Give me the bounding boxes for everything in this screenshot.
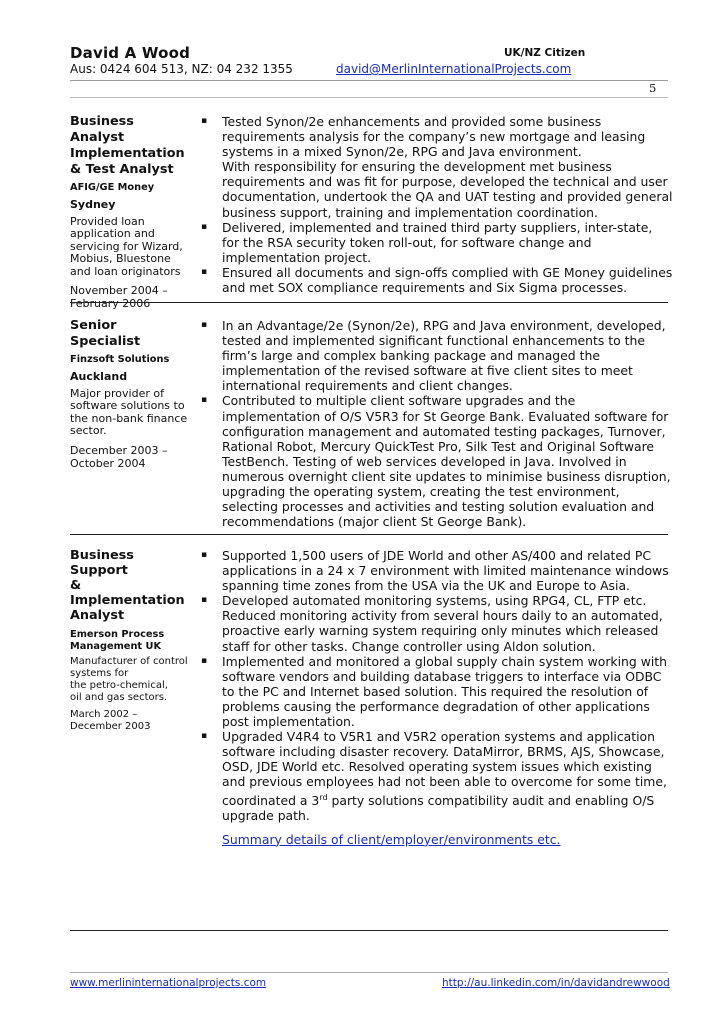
bullet-square-icon: ▪ — [201, 266, 208, 277]
bullet-square-icon: ▪ — [201, 320, 208, 330]
job-role: Business Support & Implementation Analyst — [70, 548, 185, 623]
resume-name: David A Wood — [70, 44, 191, 62]
section-divider — [70, 302, 668, 303]
website-link[interactable]: www.merlininternationalprojects.com — [70, 977, 267, 989]
citizenship: UK/NZ Citizen — [504, 47, 586, 59]
job-dates: November 2004 – February 2006 — [70, 284, 168, 311]
bullet-square-icon: ▪ — [201, 550, 208, 560]
header-divider — [70, 80, 668, 81]
summary-details-link[interactable]: Summary details of client/employer/environments etc. — [222, 831, 561, 847]
bullet-square-icon: ▪ — [201, 116, 208, 126]
job-company-description: Manufacturer of control systems for the petro-chemical, oil and gas sectors. — [70, 656, 188, 703]
job-meta — [70, 114, 188, 310]
footer-divider — [70, 972, 668, 973]
bullet-item: ▪ Supported 1,500 users of JDE World and other AS/400 and related PC applications in a 24 x 7 environment with limited maintenance windows spanning time zones from the USA via the UK and Europe to Asia. — [201, 548, 669, 594]
section-divider — [70, 534, 668, 535]
job-role: Business Analyst Implementation & Test Analyst — [70, 114, 185, 177]
job-company: Finzsoft Solutions — [70, 354, 170, 365]
bullet-square-icon: ▪ — [201, 221, 208, 232]
bullet-item: ▪ Ensured all documents and sign-offs complied with GE Money guidelines and met SOX compliance requirements and Six Sigma processes. — [201, 264, 673, 296]
bullet-square-icon: ▪ — [201, 731, 208, 742]
bullet-item: ▪ Contributed to multiple client software upgrades and the implementation of O/S V5R3 for St George Bank. Evaluated software for configuration management and automated testing packages, Turnover, Rational Robot, Mercury QuickTest Pro, Silk Test and Original Software TestBench. Testing of web services developed in Java. Involved in numerous overnight client site updates to minimise business disruption, upgrading the operating system, creating the test environment, selecting processes and activities and testing solution evaluation and recommendations (major client St George Bank). — [201, 393, 671, 530]
job-responsibilities — [201, 318, 673, 529]
job-responsibilities — [201, 114, 673, 295]
page-number: 5 — [649, 81, 657, 95]
job-city: Sydney — [70, 198, 116, 211]
bullet-item: ▪ Tested Synon/2e enhancements and provided some business requirements analysis for the company’s new mortgage and leasing systems in a mixed Synon/2e, RPG and Java environment. With responsibility for ensuring the development met business requirements and was fit for purpose, developed the technical and user documentation, undertook the QA and UAT testing and provided general business support, training and implementation coordination. — [201, 114, 673, 220]
job-company-description: Provided loan application and servicing for Wizard, Mobius, Bluestone and loan originators — [70, 215, 183, 278]
bullet-item: ▪ Implemented and monitored a global supply chain system working with software vendors and building database triggers to interface via ODBC to the PC and Internet based solution. This required the resolution of problems causing the performance degradation of other applications post implementation. — [201, 653, 667, 730]
bullet-item: ▪ Delivered, implemented and trained third party suppliers, inter-state, for the RSA security token roll-out, for software change and implementation project. — [201, 219, 653, 265]
section-divider — [70, 930, 668, 931]
bullet-item: ▪ In an Advantage/2e (Synon/2e), RPG and Java environment, developed, tested and implemented significant functional enhancements to the firm’s large and complex banking package and managed the implementation of the revised software at five client sites to meet international requirements and client changes. — [201, 318, 666, 394]
job-role: Senior Specialist — [70, 318, 141, 349]
linkedin-link[interactable]: http://au.linkedin.com/in/davidandrewwood — [442, 977, 670, 989]
job-dates: December 2003 – October 2004 — [70, 443, 168, 470]
bullet-square-icon: ▪ — [201, 595, 208, 606]
job-dates: March 2002 – December 2003 — [70, 709, 151, 732]
bullet-item: ▪ Developed automated monitoring systems, using RPG4, CL, FTP etc. Reduced monitoring activity from several hours daily to an automated, proactive early warning system requiring only minutes which released staff for other tasks. Change controller using Aldon solution. — [201, 593, 663, 654]
job-company-description: Major provider of software solutions to the non-bank finance sector. — [70, 387, 188, 438]
phone-numbers: Aus: 0424 604 513, NZ: 04 232 1355 — [70, 62, 293, 76]
job-company: AFIG/GE Money — [70, 182, 155, 193]
header-divider-lower — [70, 97, 668, 98]
bullet-item: ▪ Upgraded V4R4 to V5R1 and V5R2 operation systems and application software including disaster recovery. DataMirror, BRMS, AJS, Showcase, OSD, JDE World etc. Resolved operating system issues which existing and previous employees had not been able to overcome for some time, coordinated a 3rd party solutions compatibility audit and enabling O/S upgrade path. — [201, 729, 667, 823]
job-meta — [70, 318, 188, 470]
bullet-square-icon: ▪ — [201, 655, 208, 666]
bullet-square-icon: ▪ — [201, 395, 208, 406]
job-company: Emerson Process Management UK — [70, 629, 165, 652]
job-responsibilities — [201, 548, 673, 847]
email-link[interactable]: david@MerlinInternationalProjects.com — [336, 62, 572, 76]
job-city: Auckland — [70, 370, 128, 383]
job-meta — [70, 548, 188, 733]
